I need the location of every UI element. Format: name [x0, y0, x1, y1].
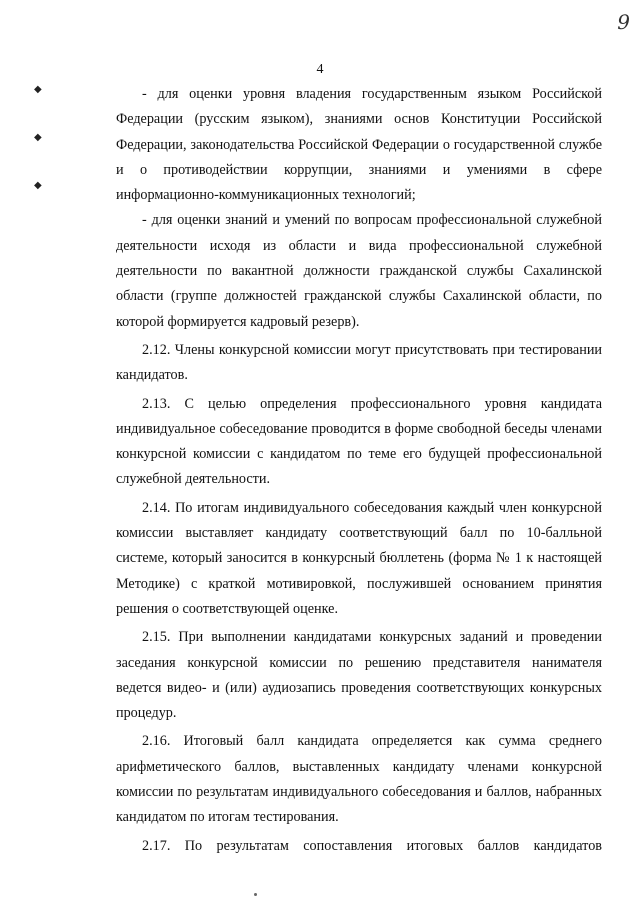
scan-speck: [254, 893, 257, 896]
paragraph-bullet-professional: - для оценки знаний и умений по вопросам профессиональной служебной деятельности исходя из области и вида профессиональной служебной деятельности по вакантной должности гражданской службы Сахалинской области (группе должностей гражданской службы Сахалинской области, по которой формируется кадровый резерв).: [116, 212, 602, 330]
paragraph-2-16: 2.16. Итоговый балл кандидата определяется как сумма среднего арифметического баллов, выставленных кандидату членами конкурсной комиссии по результатам индивидуального собеседования и баллов, набранных кандидатом по итогам тестирования.: [116, 733, 602, 826]
paragraph-2-12: 2.12. Члены конкурсной комиссии могут присутствовать при тестировании кандидатов.: [116, 341, 602, 384]
margin-mark-icon: ◆: [34, 132, 42, 143]
document-body: [116, 82, 602, 859]
paragraph-bullet-language: - для оценки уровня владения государственным языком Российской Федерации (русским языком), знаниями основ Конституции Российской Федерации, законодательства Российской Федерации о государственной службе и о противодействии коррупции, знаниями и умениями в сфере информационно-коммуникационных технологий;: [116, 86, 602, 204]
paragraph-2-13: 2.13. С целью определения профессионального уровня кандидата индивидуальное собеседование проводится в форме свободной беседы членами конкурсной комиссии с кандидатом по теме его будущей профессиональной служебной деятельности.: [116, 395, 602, 488]
margin-mark-icon: ◆: [34, 84, 42, 95]
paragraph-2-17: 2.17. По результатам сопоставления итоговых баллов кандидатов: [142, 837, 602, 854]
paragraph-2-14: 2.14. По итогам индивидуального собеседования каждый член конкурсной комиссии выставляет кандидату соответствующий балл по 10-балльной системе, который заносится в конкурсный бюллетень (форма № 1 к настоящей Методике) с краткой мотивировкой, послужившей основанием принятия решения о соответствующей оценке.: [116, 499, 602, 617]
paragraph-2-15: 2.15. При выполнении кандидатами конкурсных заданий и проведении заседания конкурсной комиссии по решению представителя нанимателя ведется видео- и (или) аудиозапись проведения соответствующих конкурсных процедур.: [116, 629, 602, 722]
margin-mark-icon: ◆: [34, 180, 42, 191]
page-number: 4: [316, 62, 324, 77]
handwritten-page-number: 9: [617, 10, 630, 34]
